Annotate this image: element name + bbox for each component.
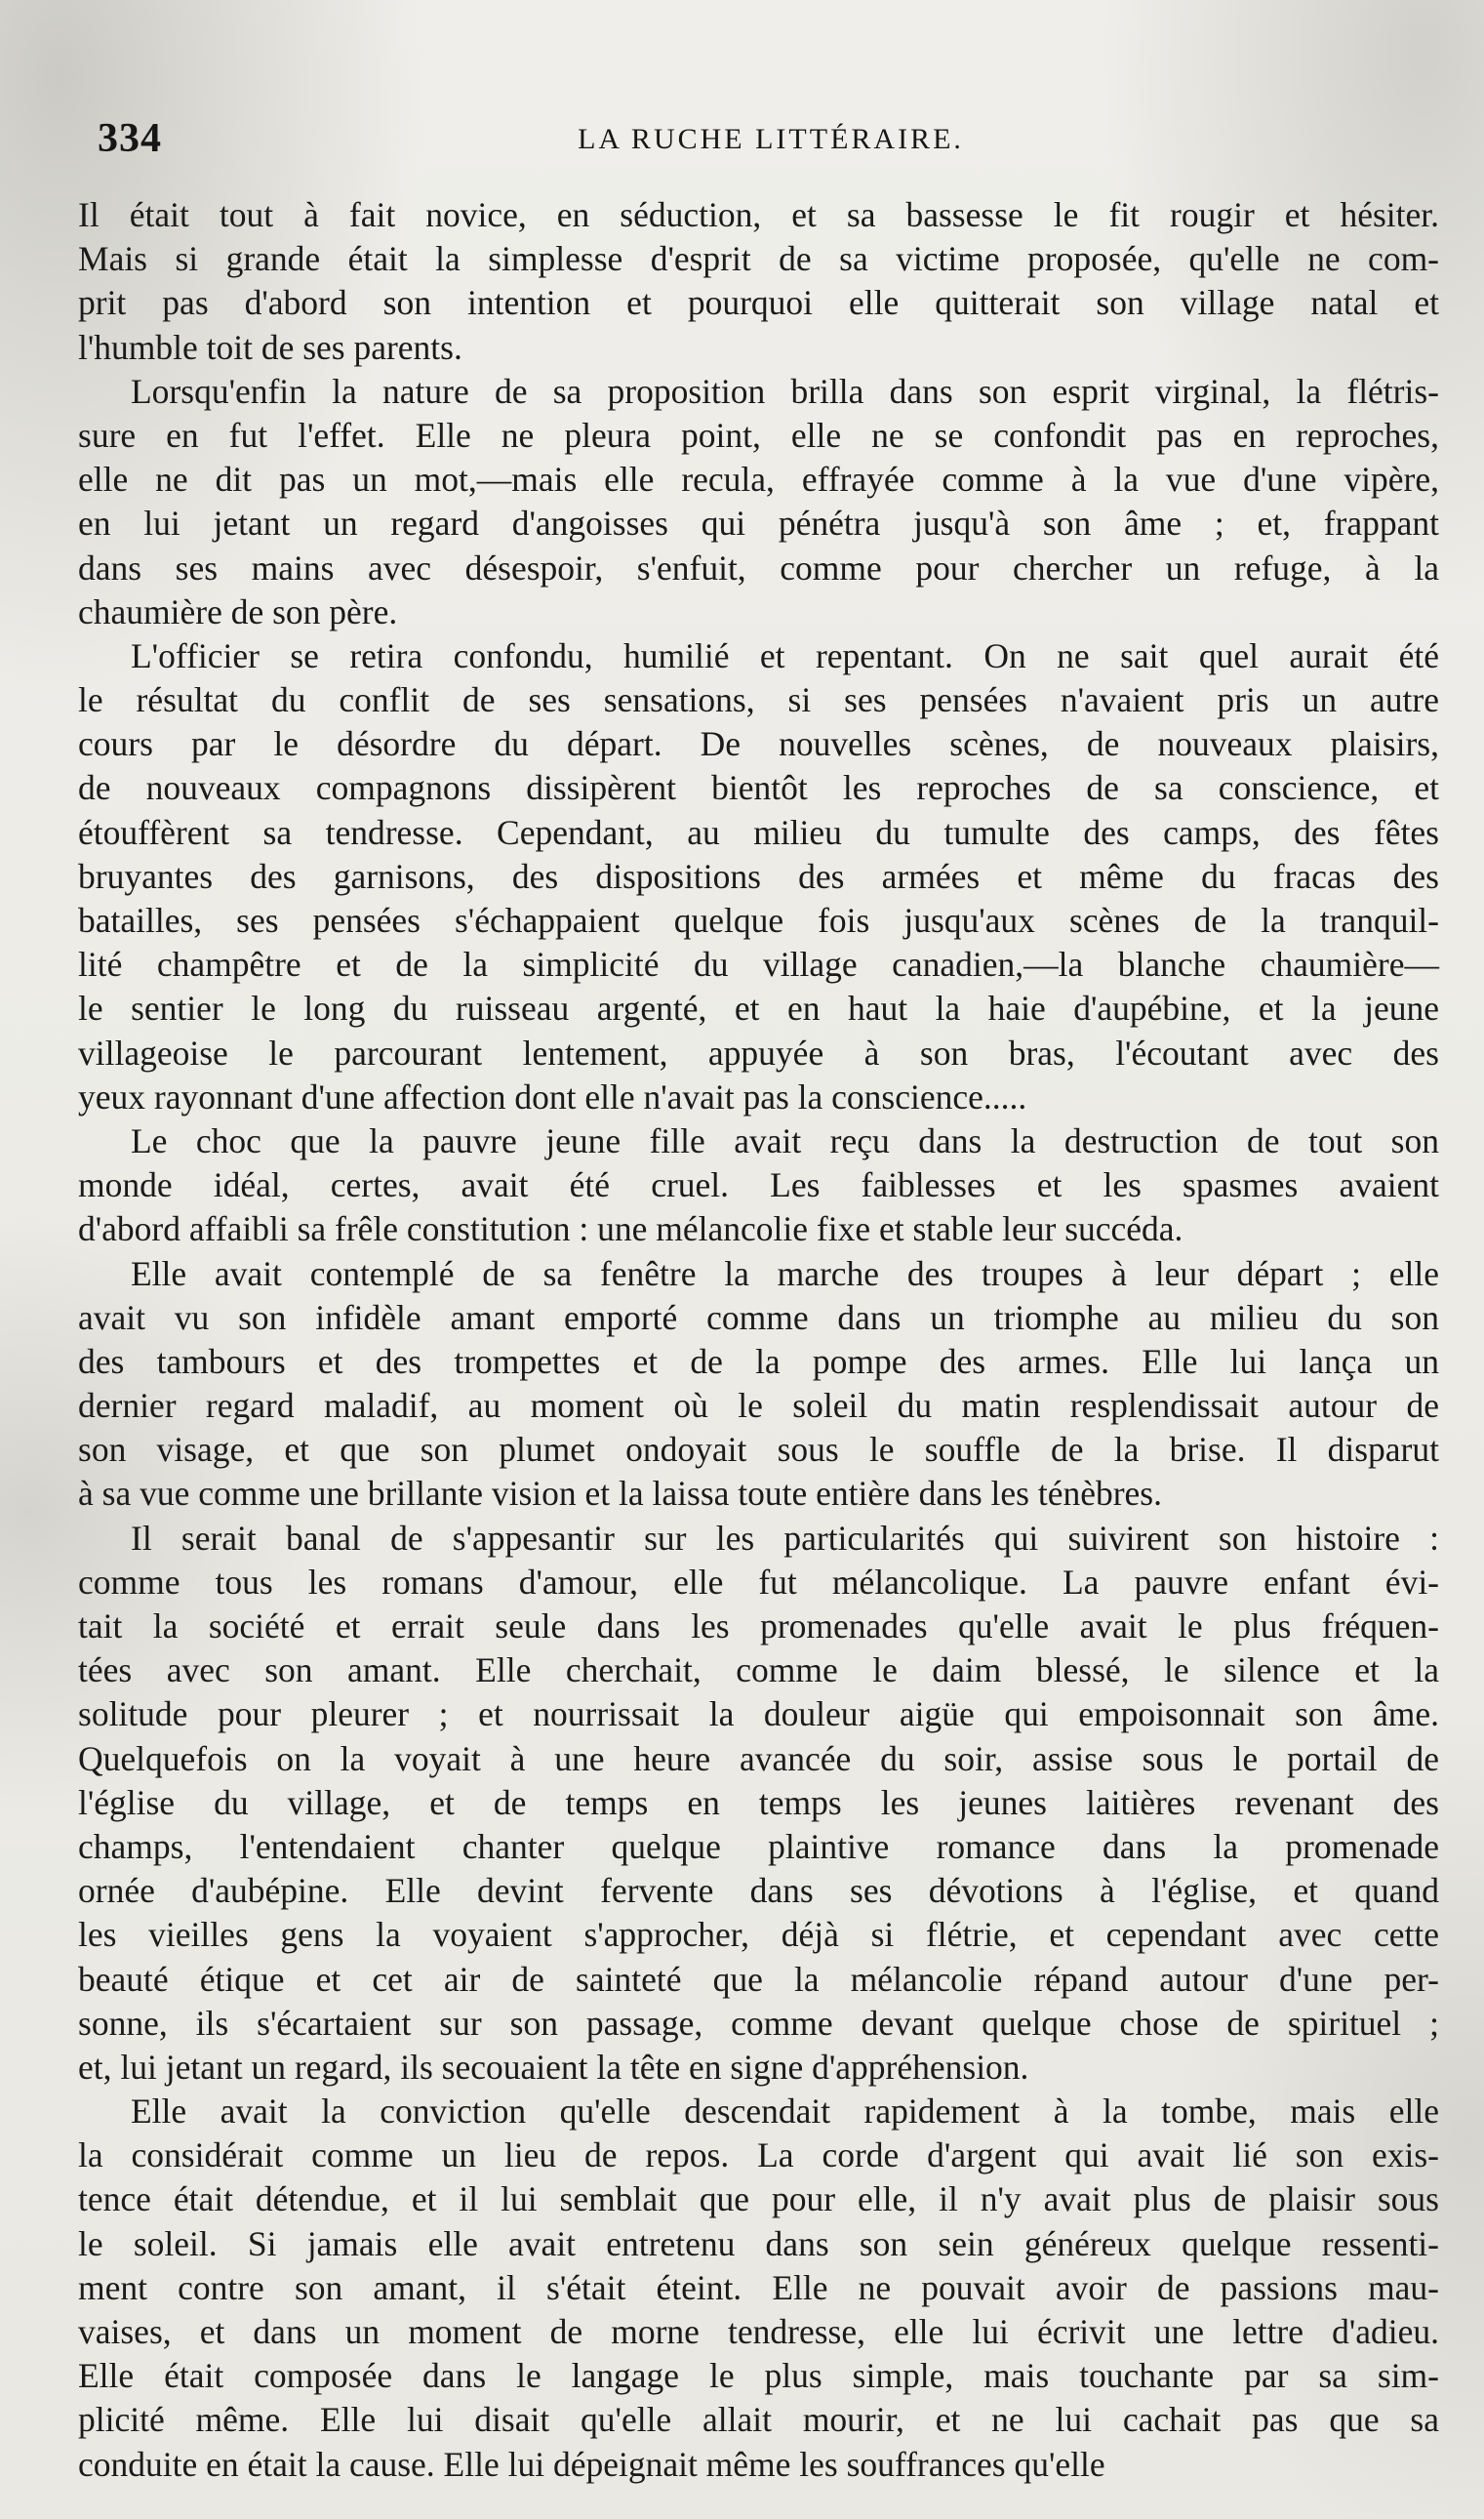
- paragraph: [78, 1119, 1439, 1252]
- text-line: Elle avait la conviction qu'elle descendait rapidement à la tombe, mais elle: [131, 2092, 1439, 2132]
- text-line: vaises, et dans un moment de morne tendresse, elle lui écrivit une lettre d'adieu.: [78, 2312, 1439, 2351]
- running-title: LA RUCHE LITTÉRAIRE.: [578, 123, 964, 155]
- text-line: dans ses mains avec désespoir, s'enfuit, comme pour chercher un refuge, à la: [78, 548, 1439, 588]
- text-line: et, lui jetant un regard, ils secouaient la tête en signe d'appréhension.: [78, 2047, 1029, 2087]
- text-line: sonne, ils s'écartaient sur son passage, comme devant quelque chose de spirituel ;: [78, 2003, 1439, 2043]
- text-line: dernier regard maladif, au moment où le soleil du matin resplendissait autour de: [78, 1386, 1439, 1426]
- text-line: l'humble toit de ses parents.: [78, 327, 462, 367]
- text-line: ornée d'aubépine. Elle devint fervente dans ses dévotions à l'église, et quand: [78, 1871, 1439, 1911]
- text-line: tées avec son amant. Elle cherchait, comme le daim blessé, le silence et la: [78, 1650, 1439, 1690]
- text-line: cours par le désordre du départ. De nouvelles scènes, de nouveaux plaisirs,: [78, 724, 1439, 764]
- text-line: comme tous les romans d'amour, elle fut mélancolique. La pauvre enfant évi-: [78, 1562, 1439, 1602]
- text-line: beauté étique et cet air de sainteté que la mélancolie répand autour d'une per-: [78, 1959, 1439, 1999]
- text-line: la considérait comme un lieu de repos. La corde d'argent qui avait lié son exis-: [78, 2135, 1439, 2175]
- text-line: conduite en était la cause. Elle lui dépeignait même les souffrances qu'elle: [78, 2444, 1105, 2484]
- text-line: plicité même. Elle lui disait qu'elle allait mourir, et ne lui cachait pas que sa: [78, 2400, 1439, 2440]
- text-line: elle ne dit pas un mot,—mais elle recula, effrayée comme à la vue d'une vipère,: [78, 460, 1439, 500]
- text-line: Elle avait contemplé de sa fenêtre la marche des troupes à leur départ ; elle: [131, 1253, 1439, 1293]
- text-line: champs, l'entendaient chanter quelque plaintive romance dans la promenade: [78, 1826, 1439, 1866]
- body-text: [78, 193, 1439, 2487]
- paragraph: [78, 1517, 1439, 2090]
- text-line: d'abord affaibli sa frêle constitution : une mélancolie fixe et stable leur succéda.: [78, 1209, 1183, 1249]
- text-line: Il était tout à fait novice, en séduction, et sa bassesse le fit rougir et hésiter.: [78, 195, 1439, 234]
- text-line: Il serait banal de s'appesantir sur les particularités qui suivirent son histoire :: [131, 1518, 1439, 1558]
- text-line: tence était détendue, et il lui semblait que pour elle, il n'y avait plus de plaisir sous: [78, 2179, 1439, 2219]
- text-line: Elle était composée dans le langage le plus simple, mais touchante par sa sim-: [78, 2356, 1439, 2396]
- paragraph: [78, 1252, 1439, 1517]
- text-line: Mais si grande était la simplesse d'esprit de sa victime proposée, qu'elle ne com-: [78, 239, 1439, 279]
- text-line: en lui jetant un regard d'angoisses qui pénétra jusqu'à son âme ; et, frappant: [78, 504, 1439, 544]
- text-line: étouffèrent sa tendresse. Cependant, au milieu du tumulte des camps, des fêtes: [78, 812, 1439, 852]
- text-line: solitude pour pleurer ; et nourrissait la douleur aigüe qui empoisonnait son âme.: [78, 1694, 1439, 1734]
- text-line: le soleil. Si jamais elle avait entretenu dans son sein généreux quelque ressenti-: [78, 2223, 1439, 2263]
- text-line: lité champêtre et de la simplicité du village canadien,—la blanche chaumière—: [78, 945, 1439, 985]
- text-line: prit pas d'abord son intention et pourquoi elle quitterait son village natal et: [78, 283, 1439, 323]
- text-line: L'officier se retira confondu, humilié et repentant. On ne sait quel aurait été: [131, 635, 1439, 675]
- text-line: Le choc que la pauvre jeune fille avait reçu dans la destruction de tout son: [131, 1120, 1439, 1160]
- text-line: son visage, et que son plumet ondoyait sous le souffle de la brise. Il disparut: [78, 1430, 1439, 1470]
- paragraph: [78, 2090, 1439, 2487]
- paragraph: [78, 370, 1439, 634]
- text-line: avait vu son infidèle amant emporté comme dans un triomphe au milieu du son: [78, 1297, 1439, 1337]
- text-line: monde idéal, certes, avait été cruel. Les faiblesses et les spasmes avaient: [78, 1165, 1439, 1205]
- page-number: 334: [98, 116, 162, 161]
- text-line: de nouveaux compagnons dissipèrent bientôt les reproches de sa conscience, et: [78, 768, 1439, 808]
- text-line: batailles, ses pensées s'échappaient quelque fois jusqu'aux scènes de la tranquil-: [78, 901, 1439, 940]
- text-line: l'église du village, et de temps en temps les jeunes laitières revenant des: [78, 1782, 1439, 1822]
- text-line: yeux rayonnant d'une affection dont elle n'avait pas la conscience.....: [78, 1077, 1027, 1117]
- paragraph: [78, 193, 1439, 370]
- text-line: Quelquefois on la voyait à une heure avancée du soir, assise sous le portail de: [78, 1738, 1439, 1778]
- text-line: sure en fut l'effet. Elle ne pleura point, elle ne se confondit pas en reproches,: [78, 415, 1439, 455]
- text-line: à sa vue comme une brillante vision et la laissa toute entière dans les ténèbres.: [78, 1474, 1162, 1514]
- text-line: Lorsqu'enfin la nature de sa proposition brilla dans son esprit virginal, la flétris-: [131, 371, 1439, 411]
- text-line: le sentier le long du ruisseau argenté, et en haut la haie d'aupébine, et la jeune: [78, 989, 1439, 1029]
- text-line: villageoise le parcourant lentement, appuyée à son bras, l'écoutant avec des: [78, 1033, 1439, 1073]
- paragraph: [78, 634, 1439, 1119]
- page-header: [98, 115, 1444, 174]
- text-line: ment contre son amant, il s'était éteint. Elle ne pouvait avoir de passions mau-: [78, 2267, 1439, 2307]
- text-line: chaumière de son père.: [78, 591, 398, 631]
- text-line: des tambours et des trompettes et de la pompe des armes. Elle lui lança un: [78, 1341, 1439, 1381]
- text-line: les vieilles gens la voyaient s'approcher, déjà si flétrie, et cependant avec cette: [78, 1915, 1439, 1955]
- text-line: bruyantes des garnisons, des dispositions des armées et même du fracas des: [78, 856, 1439, 896]
- text-line: tait la société et errait seule dans les promenades qu'elle avait le plus fréquen-: [78, 1606, 1439, 1645]
- text-line: le résultat du conflit de ses sensations, si ses pensées n'avaient pris un autre: [78, 680, 1439, 720]
